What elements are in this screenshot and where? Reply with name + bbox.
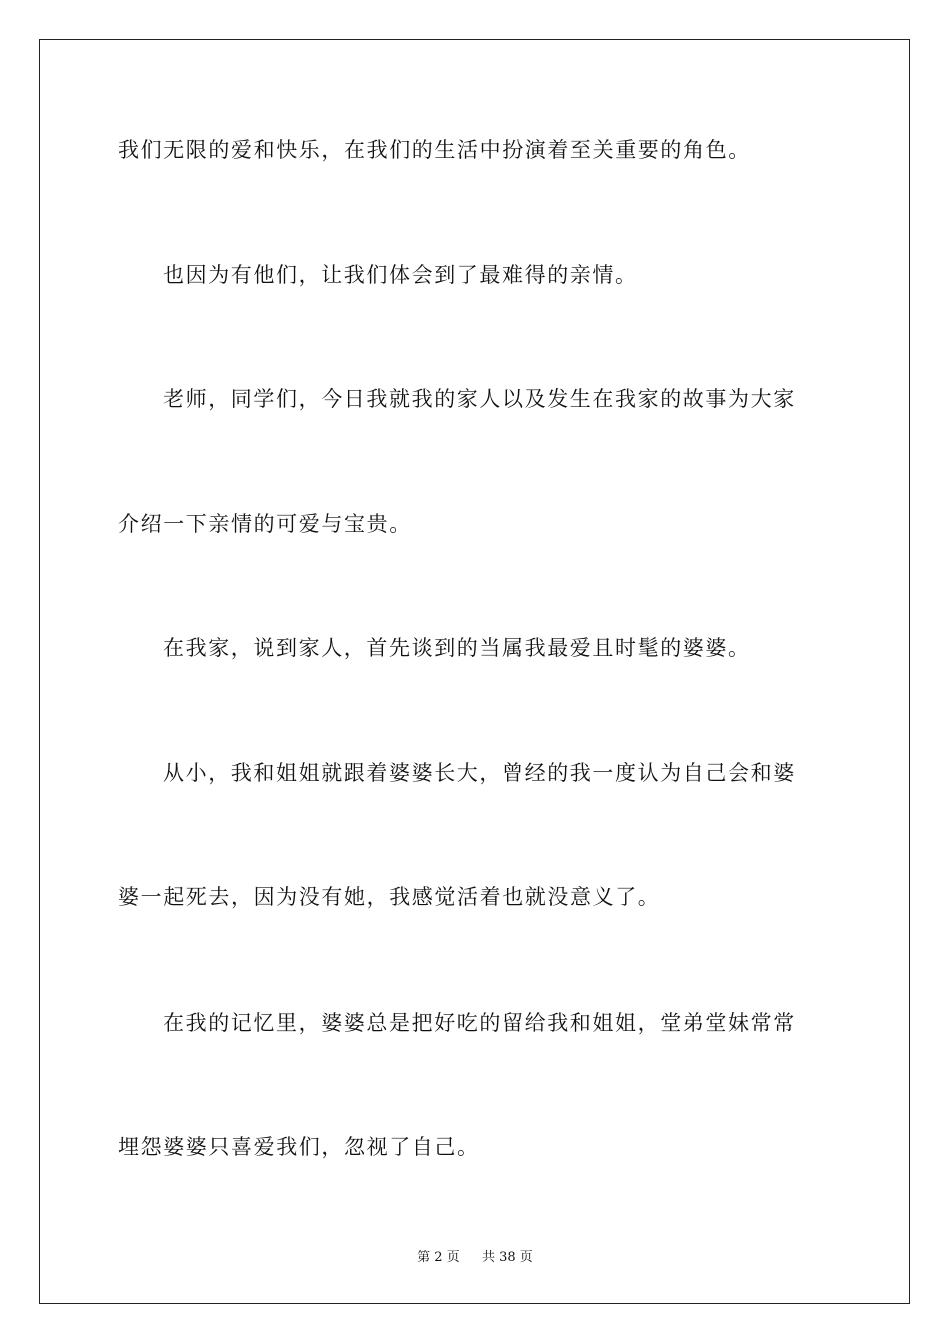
- text-line-2: 也因为有他们，让我们体会到了最难得的亲情。: [163, 263, 638, 287]
- text-line-3: 老师，同学们，今日我就我的家人以及发生在我家的故事为大家: [163, 387, 796, 411]
- text-line-1: 我们无限的爱和快乐，在我们的生活中扮演着至关重要的角色。: [118, 138, 751, 162]
- text-line-8: 在我的记忆里，婆婆总是把好吃的留给我和姐姐，堂弟堂妹常常: [163, 1011, 796, 1035]
- page-footer: [0, 1246, 950, 1265]
- total-pages: 共 38 页: [482, 1250, 533, 1265]
- text-line-7: 婆一起死去，因为没有她，我感觉活着也就没意义了。: [118, 885, 661, 909]
- text-line-9: 埋怨婆婆只喜爱我们，忽视了自己。: [118, 1135, 480, 1159]
- page-frame: [39, 39, 910, 1304]
- text-line-6: 从小，我和姐姐就跟着婆婆长大，曾经的我一度认为自己会和婆: [163, 761, 796, 785]
- page-number: 第 2 页: [417, 1250, 460, 1265]
- text-line-5: 在我家，说到家人，首先谈到的当属我最爱且时髦的婆婆。: [163, 636, 751, 660]
- text-line-4: 介绍一下亲情的可爱与宝贵。: [118, 512, 412, 536]
